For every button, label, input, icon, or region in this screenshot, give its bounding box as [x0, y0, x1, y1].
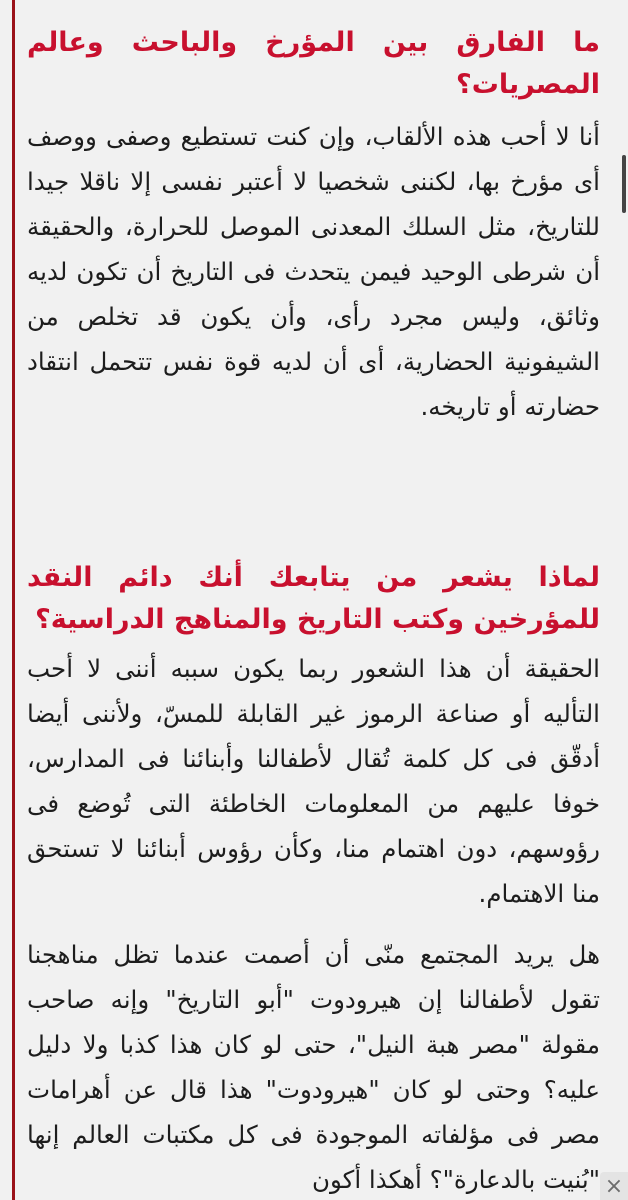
answer-paragraph: الحقيقة أن هذا الشعور ربما يكون سببه أننى لا أحب التأليه أو صناعة الرموز غير القابلة للمسّ، ولأننى أيضا أدقّق فى كل كلمة تُقال لأطفالنا وأبنائنا فى المدارس، خوفا عليهم من المعلومات الخاطئة التى تُوضع فى رؤوسهم، دون اهتمام منا، وكأن رؤوس أبنائنا لا تستحق منا الاهتمام.	[27, 654, 600, 908]
close-icon[interactable]: ×	[600, 1172, 628, 1200]
answer-paragraph: هل يريد المجتمع منّى أن أصمت عندما تظل مناهجنا تقول لأطفالنا إن هيرودوت "أبو التاريخ" وإنه صاحب مقولة "مصر هبة النيل"، حتى لو كان هذا كذبا ولا دليل عليه؟ وحتى لو كان "هيرودوت" هذا قال عن أهرامات مصر فى مؤلفاته الموجودة فى كل مكتبات العالم إنها "بُنيت بالدعارة"؟ أهكذا أكون	[27, 940, 600, 1194]
section-heading-critique-question: لماذا يشعر من يتابعك أنك دائم النقد للمؤرخين وكتب التاريخ والمناهج الدراسية؟	[27, 562, 600, 635]
answer-paragraph: أنا لا أحب هذه الألقاب، وإن كنت تستطيع وصفى ووصف أى مؤرخ بها، لكننى شخصيا لا أعتبر نفسى إلا ناقلا جيدا للتاريخ، مثل السلك المعدنى الموصل للحرارة، والحقيقة أن شرطى الوحيد فيمن يتحدث فى التاريخ أن تكون لديه وثائق، وليس مجرد رأى، وأن يكون قد تخلص من الشيفونية الحضارية، أى أن لديه قوة نفس تتحمل انتقاد حضارته أو تاريخه.	[27, 122, 600, 421]
article-body	[12, 0, 614, 1200]
scrollbar-thumb[interactable]	[622, 155, 626, 213]
section-heading-historian-difference: ما الفارق بين المؤرخ والباحث وعالم المصريات؟	[27, 27, 600, 100]
